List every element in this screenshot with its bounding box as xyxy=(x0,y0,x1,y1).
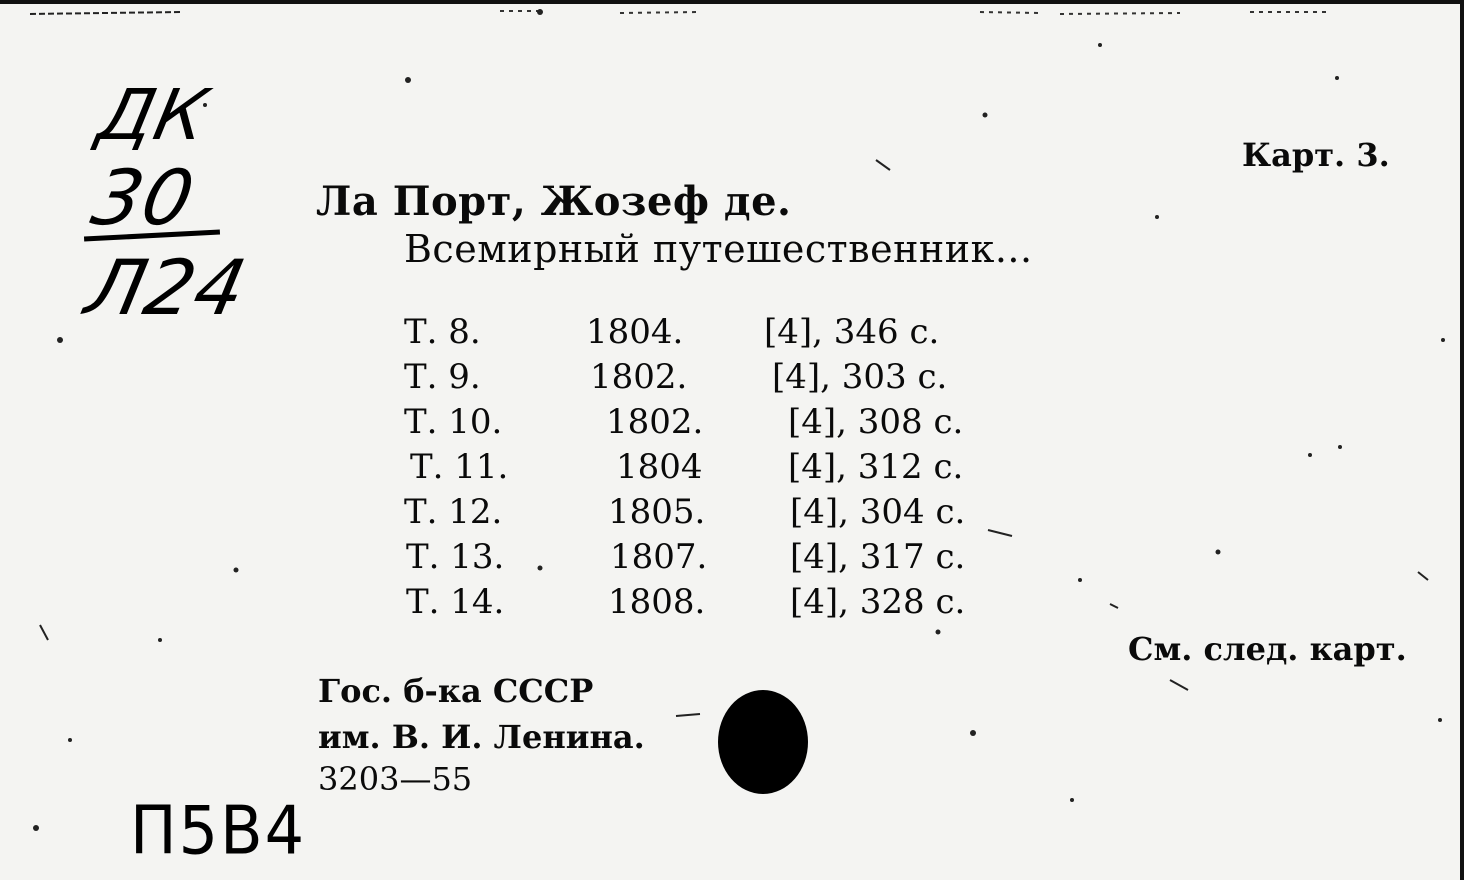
volume-year: 1804. xyxy=(586,312,684,352)
volume-pages: [4], 312 с. xyxy=(788,447,964,487)
volume-pages: [4], 303 с. xyxy=(772,357,948,397)
call-number-line2: 30 xyxy=(84,153,203,242)
volume-row xyxy=(0,357,1464,397)
volume-number: Т. 8. xyxy=(404,312,481,352)
volume-pages: [4], 304 с. xyxy=(790,492,966,532)
volume-year: 1802. xyxy=(590,357,688,397)
volume-number: Т. 12. xyxy=(404,492,503,532)
volume-year: 1808. xyxy=(608,582,706,622)
volume-number: Т. 9. xyxy=(404,357,481,397)
volume-pages: [4], 317 с. xyxy=(790,537,966,577)
volume-row xyxy=(0,312,1464,352)
volume-number: Т. 11. xyxy=(410,447,509,487)
call-number-line3: Л24 xyxy=(78,243,255,332)
volume-number: Т. 13. xyxy=(406,537,505,577)
volume-year: 1804 xyxy=(616,447,703,487)
volume-number: Т. 14. xyxy=(406,582,505,622)
volume-number: Т. 10. xyxy=(404,402,503,442)
punch-hole xyxy=(718,690,808,794)
volume-row xyxy=(0,582,1464,622)
library-imprint-line1: Гос. б-ка СССР xyxy=(318,672,594,710)
call-number-line1: ДК xyxy=(91,74,216,156)
volume-row xyxy=(0,492,1464,532)
volume-pages: [4], 328 с. xyxy=(790,582,966,622)
author-heading: Ла Порт, Жозеф де. xyxy=(316,178,792,225)
volume-year: 1802. xyxy=(606,402,704,442)
volume-row xyxy=(0,537,1464,577)
volume-year: 1807. xyxy=(610,537,708,577)
see-next-card-note: См. след. карт. xyxy=(1128,630,1407,668)
library-imprint-number: 3203—55 xyxy=(318,760,473,798)
card-number: Карт. 3. xyxy=(1242,136,1390,174)
volume-row xyxy=(0,447,1464,487)
volume-pages: [4], 346 с. xyxy=(764,312,940,352)
volume-pages: [4], 308 с. xyxy=(788,402,964,442)
handwritten-accession-number: П5В4 xyxy=(130,791,307,870)
book-title: Всемирный путешественник... xyxy=(404,227,1033,271)
volume-year: 1805. xyxy=(608,492,706,532)
volume-row xyxy=(0,402,1464,442)
library-imprint-line2: им. В. И. Ленина. xyxy=(318,718,645,756)
